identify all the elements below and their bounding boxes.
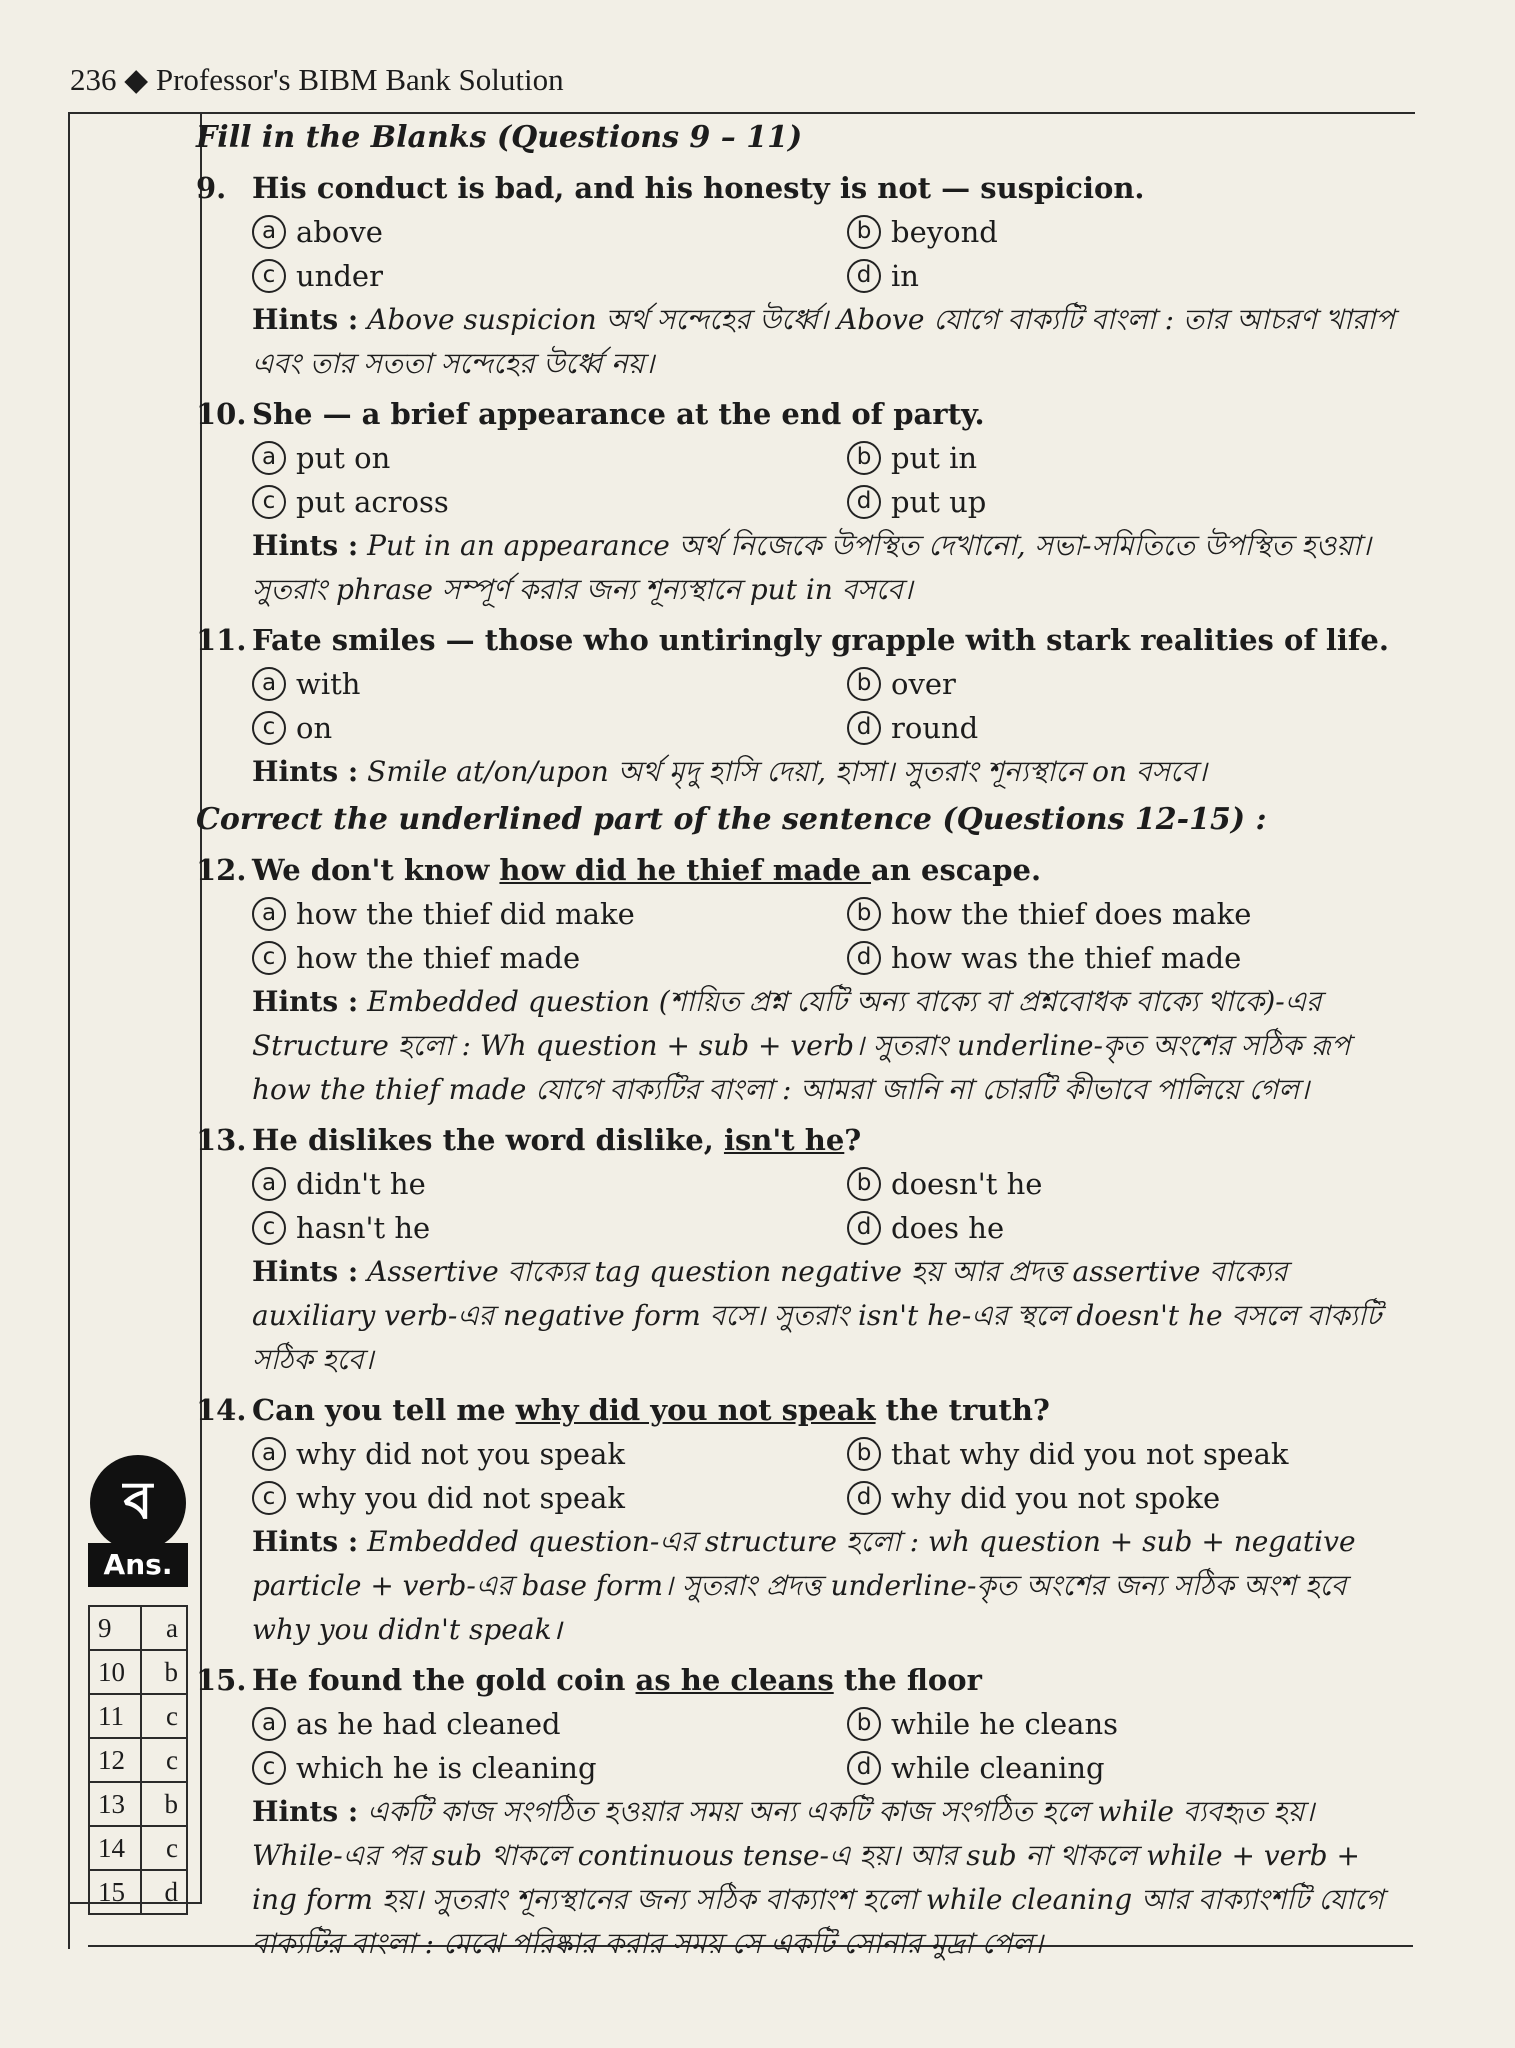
option-marker: b [847,441,881,475]
option-b [847,892,1407,936]
option-text: as he had cleaned [296,1707,561,1741]
answer-option: b [141,1782,187,1826]
answer-option: a [141,1606,187,1650]
question-9 [196,166,1406,386]
option-text: does he [891,1211,1005,1245]
section-title-correct-underlined: Correct the underlined part of the sentence (Questions 12-15) : [196,802,1267,837]
option-marker: c [252,1481,286,1515]
underlined-part: isn't he [723,1123,845,1157]
question-text [252,1118,861,1162]
question-stem [196,1658,1406,1702]
hint-label: Hints : [252,1525,359,1558]
hint-text: Embedded question (শায়িত প্রশ্ন যেটি অন্য বাক্যে বা প্রশ্নবোধক বাক্যে থাকে)-এর Structure হলো : Wh question + sub + verb। সুতরাং underline-কৃত অংশের সঠিক রূপ how the thief made যোগে বাক্যটির বাংলা : আমরা জানি না চোরটি কীভাবে পালিয়ে গেল। [252,985,1351,1106]
question-number: 10. [196,397,247,431]
option-text: under [296,259,383,293]
option-marker: b [847,1167,881,1201]
answer-number: 10 [89,1650,141,1694]
option-marker: d [847,1481,881,1515]
option-text: put across [296,485,449,519]
question-14 [196,1388,1406,1652]
stem-part: He dislikes the word dislike, [252,1123,724,1157]
page-header: 236 ◆ Professor's BIBM Bank Solution [70,62,564,97]
answer-row [89,1694,187,1738]
question-11 [196,618,1406,794]
stem-part: Can you tell me [252,1393,516,1427]
option-marker: c [252,259,286,293]
option-text: while cleaning [891,1751,1105,1785]
option-text: above [296,215,383,249]
option-text: why did not you speak [296,1437,625,1471]
option-b [847,1702,1407,1746]
option-c [252,1206,847,1250]
question-15 [196,1658,1406,1966]
hint [252,298,1406,386]
questions-content [196,112,1406,1966]
option-a [252,1162,847,1206]
option-d [847,936,1407,980]
option-text: round [891,711,979,745]
hint-text: Put in an appearance অর্থ নিজেকে উপস্থিত দেখানো, সভা-সমিতিতে উপস্থিত হওয়া। সুতরাং phrase সম্পূর্ণ করার জন্য শূন্যস্থানে put in বসবে। [252,529,1371,606]
option-text: how the thief does make [891,897,1252,931]
option-a [252,1432,847,1476]
stem-part: He found the gold coin [252,1663,636,1697]
option-marker: a [252,667,286,701]
option-marker: a [252,1437,286,1471]
option-marker: d [847,711,881,745]
answer-number: 9 [89,1606,141,1650]
hint-label: Hints : [252,985,359,1018]
option-marker: a [252,897,286,931]
hint [252,1520,1406,1652]
question-number: 12. [196,853,247,887]
option-a [252,1702,847,1746]
option-b [847,210,1407,254]
option-marker: b [847,1707,881,1741]
question-12 [196,848,1406,1112]
option-text: doesn't he [891,1167,1043,1201]
option-marker: b [847,667,881,701]
hint-text: Above suspicion অর্থ সন্দেহের উর্ধ্বে। Above যোগে বাক্যটি বাংলা : তার আচরণ খারাপ এবং তার সততা সন্দেহের উর্ধ্বে নয়। [252,303,1395,380]
hint-label: Hints : [252,1795,359,1828]
question-number: 15. [196,1663,247,1697]
option-marker: d [847,1211,881,1245]
option-text: why you did not speak [296,1481,625,1515]
question-text: His conduct is bad, and his honesty is not — suspicion. [252,171,1145,205]
question-number: 13. [196,1123,247,1157]
hint-label: Hints : [252,755,359,788]
option-marker: a [252,1167,286,1201]
option-marker: c [252,1211,286,1245]
answer-option: d [141,1870,187,1914]
option-b [847,436,1407,480]
answer-key-table [88,1605,188,1915]
underlined-part: why did you not speak [515,1393,876,1427]
question-number: 14. [196,1393,247,1427]
option-marker: c [252,485,286,519]
option-d [847,1206,1407,1250]
answer-number: 12 [89,1738,141,1782]
answer-number: 13 [89,1782,141,1826]
answer-badge [88,1455,188,1595]
question-stem [196,166,1406,210]
question-text [252,848,1041,892]
book-logo-icon: ব [90,1455,186,1551]
underlined-part: as he cleans [635,1663,834,1697]
option-text: that why did you not speak [891,1437,1289,1471]
question-10 [196,392,1406,612]
stem-part: an escape. [871,853,1042,887]
option-text: put on [296,441,391,475]
option-d [847,480,1407,524]
option-marker: d [847,1751,881,1785]
hint [252,1250,1406,1382]
option-list [252,1702,1406,1790]
option-text: why did you not spoke [891,1481,1221,1515]
hint [252,524,1406,612]
option-d [847,1476,1407,1520]
option-marker: c [252,1751,286,1785]
answer-label: Ans. [88,1543,188,1587]
stem-part: the truth? [875,1393,1050,1427]
question-text: Fate smiles — those who untiringly grapple with stark realities of life. [252,623,1389,657]
hint-label: Hints : [252,529,359,562]
hint-text: Assertive বাক্যের tag question negative হয় আর প্রদত্ত assertive বাক্যের auxiliary verb-এর negative form বসে। সুতরাং isn't he-এর স্থলে doesn't he বসলে বাক্যটি সঠিক হবে। [252,1255,1382,1376]
option-marker: c [252,941,286,975]
option-marker: c [252,711,286,745]
stem-part: the floor [833,1663,982,1697]
option-b [847,662,1407,706]
question-stem [196,392,1406,436]
option-marker: b [847,897,881,931]
hint [252,1790,1406,1966]
option-marker: d [847,259,881,293]
question-text [252,1388,1050,1432]
option-text: which he is cleaning [296,1751,597,1785]
answer-option: c [141,1738,187,1782]
option-a [252,210,847,254]
option-marker: a [252,215,286,249]
question-number: 9. [196,171,227,205]
option-text: while he cleans [891,1707,1119,1741]
option-list [252,436,1406,524]
option-c [252,706,847,750]
option-text: hasn't he [296,1211,431,1245]
question-stem [196,1388,1406,1432]
answer-number: 14 [89,1826,141,1870]
option-d [847,706,1407,750]
stem-part: ? [844,1123,862,1157]
option-b [847,1432,1407,1476]
option-c [252,1746,847,1790]
option-c [252,480,847,524]
answer-row [89,1738,187,1782]
option-list [252,1162,1406,1250]
question-stem [196,1118,1406,1162]
stem-part: We don't know [252,853,500,887]
question-number: 11. [196,623,247,657]
hint-label: Hints : [252,1255,359,1288]
answer-number: 11 [89,1694,141,1738]
option-text: put up [891,485,987,519]
answer-option: c [141,1826,187,1870]
option-c [252,254,847,298]
answer-row [89,1826,187,1870]
hint [252,980,1406,1112]
question-text: She — a brief appearance at the end of party. [252,397,985,431]
hint-text: Smile at/on/upon অর্থ মৃদু হাসি দেয়া, হাসা। সুতরাং শূন্যস্থানে on বসবে। [367,755,1207,788]
answer-row [89,1606,187,1650]
question-text [252,1658,982,1702]
option-text: with [296,667,361,701]
option-text: how the thief made [296,941,581,975]
question-13 [196,1118,1406,1382]
answer-option: c [141,1694,187,1738]
option-text: over [891,667,956,701]
option-marker: a [252,1707,286,1741]
option-text: on [296,711,333,745]
option-marker: b [847,215,881,249]
option-c [252,936,847,980]
option-list [252,662,1406,750]
section-title-fill-blanks: Fill in the Blanks (Questions 9 – 11) [196,120,803,155]
option-a [252,436,847,480]
option-marker: b [847,1437,881,1471]
option-list [252,892,1406,980]
option-d [847,1746,1407,1790]
option-b [847,1162,1407,1206]
option-list [252,1432,1406,1520]
answer-row [89,1650,187,1694]
option-text: put in [891,441,978,475]
answer-row [89,1870,187,1914]
option-text: how was the thief made [891,941,1242,975]
option-a [252,662,847,706]
option-text: in [891,259,919,293]
option-text: beyond [891,215,998,249]
option-text: how the thief did make [296,897,635,931]
question-stem [196,848,1406,892]
hint-text: Embedded question-এর structure হলো : wh question + sub + negative particle + verb-এর base form। সুতরাং প্রদত্ত underline-কৃত অংশের জন্য সঠিক অংশ হবে why you didn't speak। [252,1525,1356,1646]
hint-label: Hints : [252,303,359,336]
option-text: didn't he [296,1167,426,1201]
option-d [847,254,1407,298]
answer-option: b [141,1650,187,1694]
question-stem [196,618,1406,662]
underlined-part: how did he thief made [499,853,872,887]
hint [252,750,1406,794]
option-marker: a [252,441,286,475]
option-a [252,892,847,936]
option-marker: d [847,485,881,519]
answer-row [89,1782,187,1826]
option-list [252,210,1406,298]
option-marker: d [847,941,881,975]
hint-text: একটি কাজ সংগঠিত হওয়ার সময় অন্য একটি কাজ সংগঠিত হলে while ব্যবহৃত হয়। While-এর পর sub থাকলে continuous tense-এ হয়। আর sub না থাকলে while + verb + ing form হয়। সুতরাং শূন্যস্থানের জন্য সঠিক বাক্যাংশ হলো while cleaning আর বাক্যাংশটি যোগে বাক্যটির বাংলা : মেঝে পরিষ্কার করার সময় সে একটি সোনার মুদ্রা পেল। [252,1795,1384,1960]
answer-number: 15 [89,1870,141,1914]
option-c [252,1476,847,1520]
